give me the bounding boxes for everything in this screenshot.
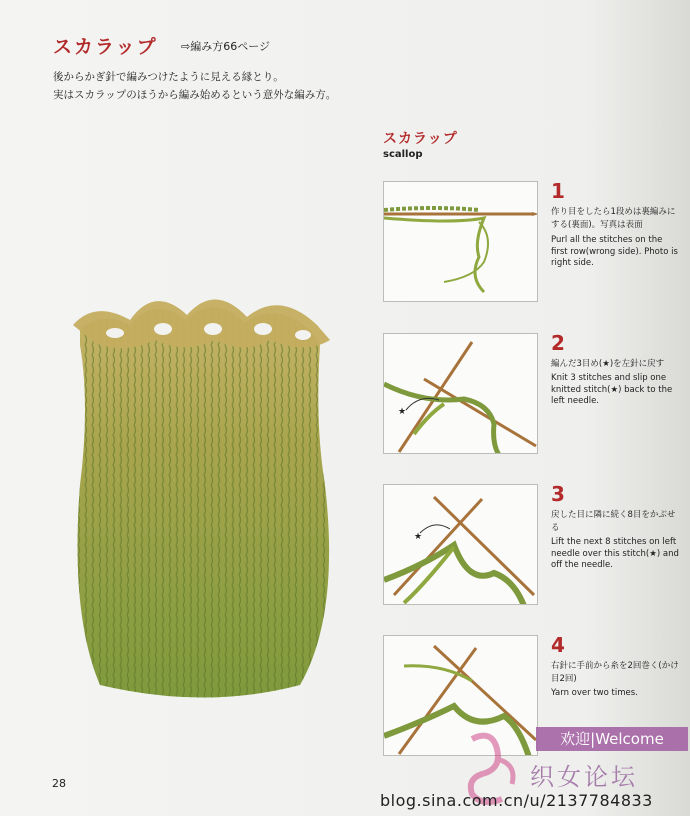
step-1-number: 1 — [551, 179, 565, 203]
blog-url: blog.sina.com.cn/u/2137784833 — [380, 791, 653, 810]
forum-name: 织女论坛 — [530, 763, 638, 791]
intro-line-2: 実はスカラップのほうから編み始めるという意外な編み方。 — [53, 89, 337, 101]
step-3-number: 3 — [551, 482, 565, 506]
step-3-text-en: Lift the next 8 stitches on left needle over this stitch(★) and off the needle. — [551, 537, 679, 570]
intro-text — [53, 68, 336, 104]
step-1-photo — [383, 181, 538, 302]
step-1-illustration — [384, 182, 538, 302]
step-2-text-en: Knit 3 stitches and slip one knitted stitch(★) back to the left needle. — [551, 373, 673, 406]
welcome-banner: 欢迎|Welcome — [536, 727, 688, 751]
page-number: 28 — [52, 777, 66, 790]
step-4-text-en: Yarn over two times. — [551, 688, 638, 698]
step-4-number: 4 — [551, 633, 565, 657]
section-title: スカラップ — [383, 131, 458, 147]
page-title: スカラップ — [53, 36, 158, 58]
step-2-text-jp: 編んだ3目め(★)を左針に戻す — [551, 359, 665, 369]
step-2-photo — [383, 333, 538, 454]
scallop-swatch-photo — [55, 285, 345, 710]
step-3-text-jp: 戻した目に隣に続く8目をかぶせる — [551, 510, 676, 533]
step-1-text-jp: 作り目をしたら1段めは裏編みにする(裏面)。写真は表面 — [551, 207, 676, 230]
intro-line-1: 後からかぎ針で編みつけたように見える縁とり。 — [53, 71, 284, 83]
section-subtitle: scallop — [383, 149, 423, 160]
pattern-page-reference: ⇨編み方66ページ — [181, 40, 270, 53]
star-marker: ★ — [398, 407, 407, 417]
step-1-text-en: Purl all the stitches on the first row(wrong side). Photo is right side. — [551, 235, 678, 268]
step-2-number: 2 — [551, 331, 565, 355]
step-3-photo — [383, 484, 538, 605]
star-marker: ★ — [414, 532, 423, 542]
step-2-illustration — [384, 334, 538, 454]
step-4-text-jp: 右針に手前から糸を2回巻く(かけ目2回) — [551, 661, 679, 684]
step-3-illustration — [384, 485, 538, 605]
